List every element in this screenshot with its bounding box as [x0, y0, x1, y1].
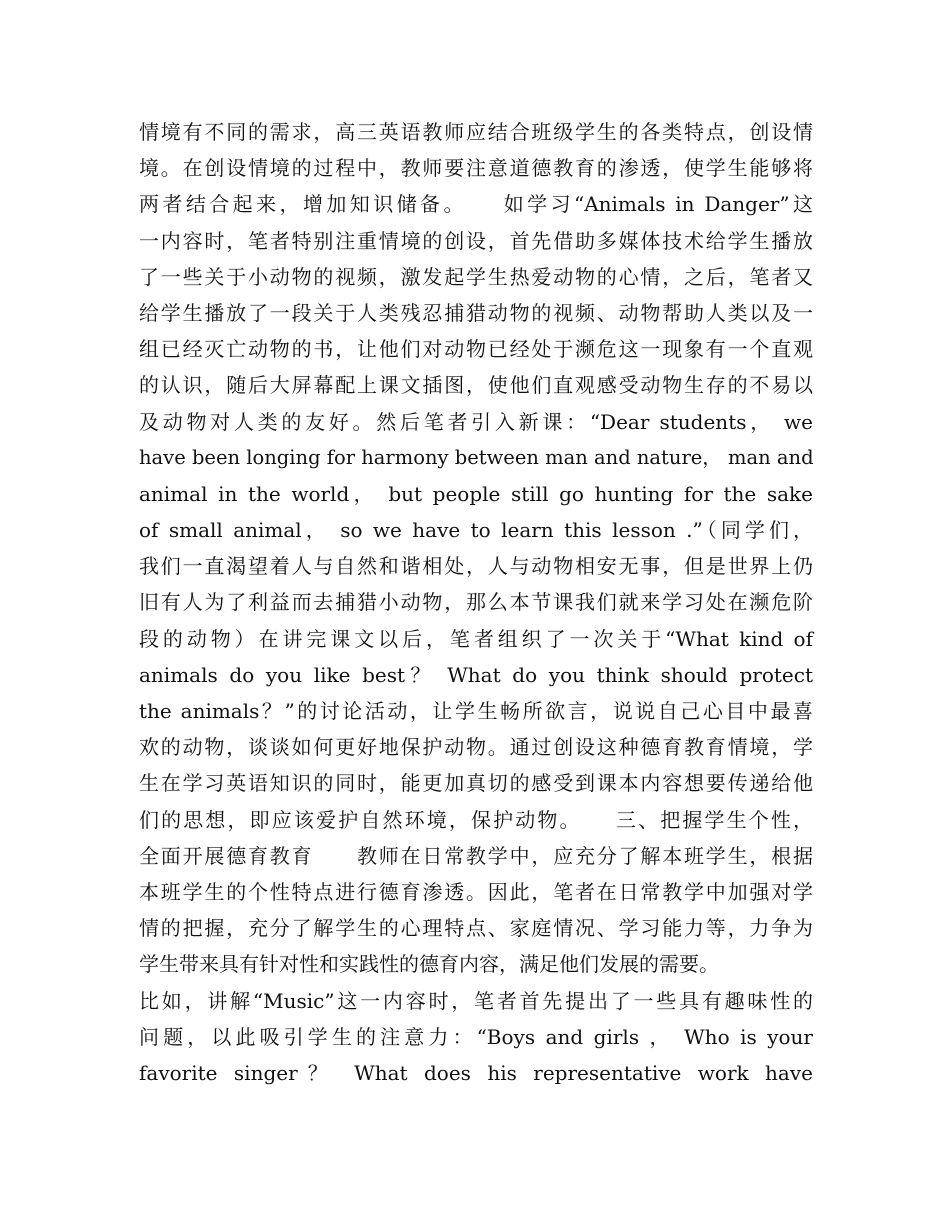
text-line-16: animals do you like best？ What do you think should protect: [139, 662, 813, 687]
text-line-8: 的认识，随后大屏幕配上课文插图，使他们直观感受动物生存的不易以: [139, 373, 813, 398]
text-line-11: animal in the world， but people still go hunting for the sake: [139, 481, 813, 506]
text-line-13: 我们一直渴望着人与自然和谐相处，人与动物相安无事，但是世界上仍: [139, 554, 813, 579]
text-line-24: 学生带来具有针对性和实践性的德育内容，满足他们发展的需要。: [139, 952, 719, 977]
text-line-25: 比如，讲解“Music”这一内容时，笔者首先提出了一些具有趣味性的: [139, 988, 813, 1013]
text-line-18: 欢的动物，谈谈如何更好地保护动物。通过创设这种德育教育情境，学: [139, 735, 813, 760]
text-line-5: 了一些关于小动物的视频，激发起学生热爱动物的心情，之后，笔者又: [139, 264, 813, 289]
body-text: [139, 114, 813, 1091]
text-line-7: 组已经灭亡动物的书，让他们对动物已经处于濒危这一现象有一个直观: [139, 337, 813, 362]
text-line-14: 旧有人为了利益而去捕猎小动物，那么本节课我们就来学习处在濒危阶: [139, 590, 813, 615]
text-line-22: 本班学生的个性特点进行德育渗透。因此，笔者在日常教学中加强对学: [139, 879, 813, 904]
text-line-23: 情的把握，充分了解学生的心理特点、家庭情况、学习能力等，力争为: [139, 916, 813, 941]
text-line-19: 生在学习英语知识的同时，能更加真切的感受到课本内容想要传递给他: [139, 771, 813, 796]
text-line-20: 们的思想，即应该爱护自然环境，保护动物。 三、把握学生个性，: [139, 807, 813, 832]
text-line-2: 境。在创设情境的过程中，教师要注意道德教育的渗透，使学生能够将: [139, 156, 813, 181]
text-line-27: favorite singer？ What does his representative work have: [139, 1060, 813, 1085]
text-line-4: 一内容时，笔者特别注重情境的创设，首先借助多媒体技术给学生播放: [139, 228, 813, 253]
text-line-17: the animals？”的讨论活动，让学生畅所欲言，说说自己心目中最喜: [139, 699, 813, 723]
text-line-15: 段的动物）在讲完课文以后，笔者组织了一次关于“What kind of: [139, 626, 813, 651]
text-line-26: 问题，以此吸引学生的注意力：“Boys and girls ， Who is your: [139, 1024, 813, 1049]
text-line-3: 两者结合起来，增加知识储备。 如学习“Animals in Danger”这: [139, 192, 813, 217]
text-line-12: of small animal， so we have to learn this lesson .”（同学们，: [139, 518, 813, 543]
text-line-1: 情境有不同的需求，高三英语教师应结合班级学生的各类特点，创设情: [139, 120, 813, 144]
text-line-10: have been longing for harmony between man and nature， man and: [139, 445, 814, 469]
text-line-9: 及动物对人类的友好。然后笔者引入新课：“Dear students， we: [139, 409, 813, 434]
text-line-6: 给学生播放了一段关于人类残忍捕猎动物的视频、动物帮助人类以及一: [139, 300, 813, 325]
text-line-21: 全面开展德育教育 教师在日常教学中，应充分了解本班学生，根据: [139, 843, 813, 868]
